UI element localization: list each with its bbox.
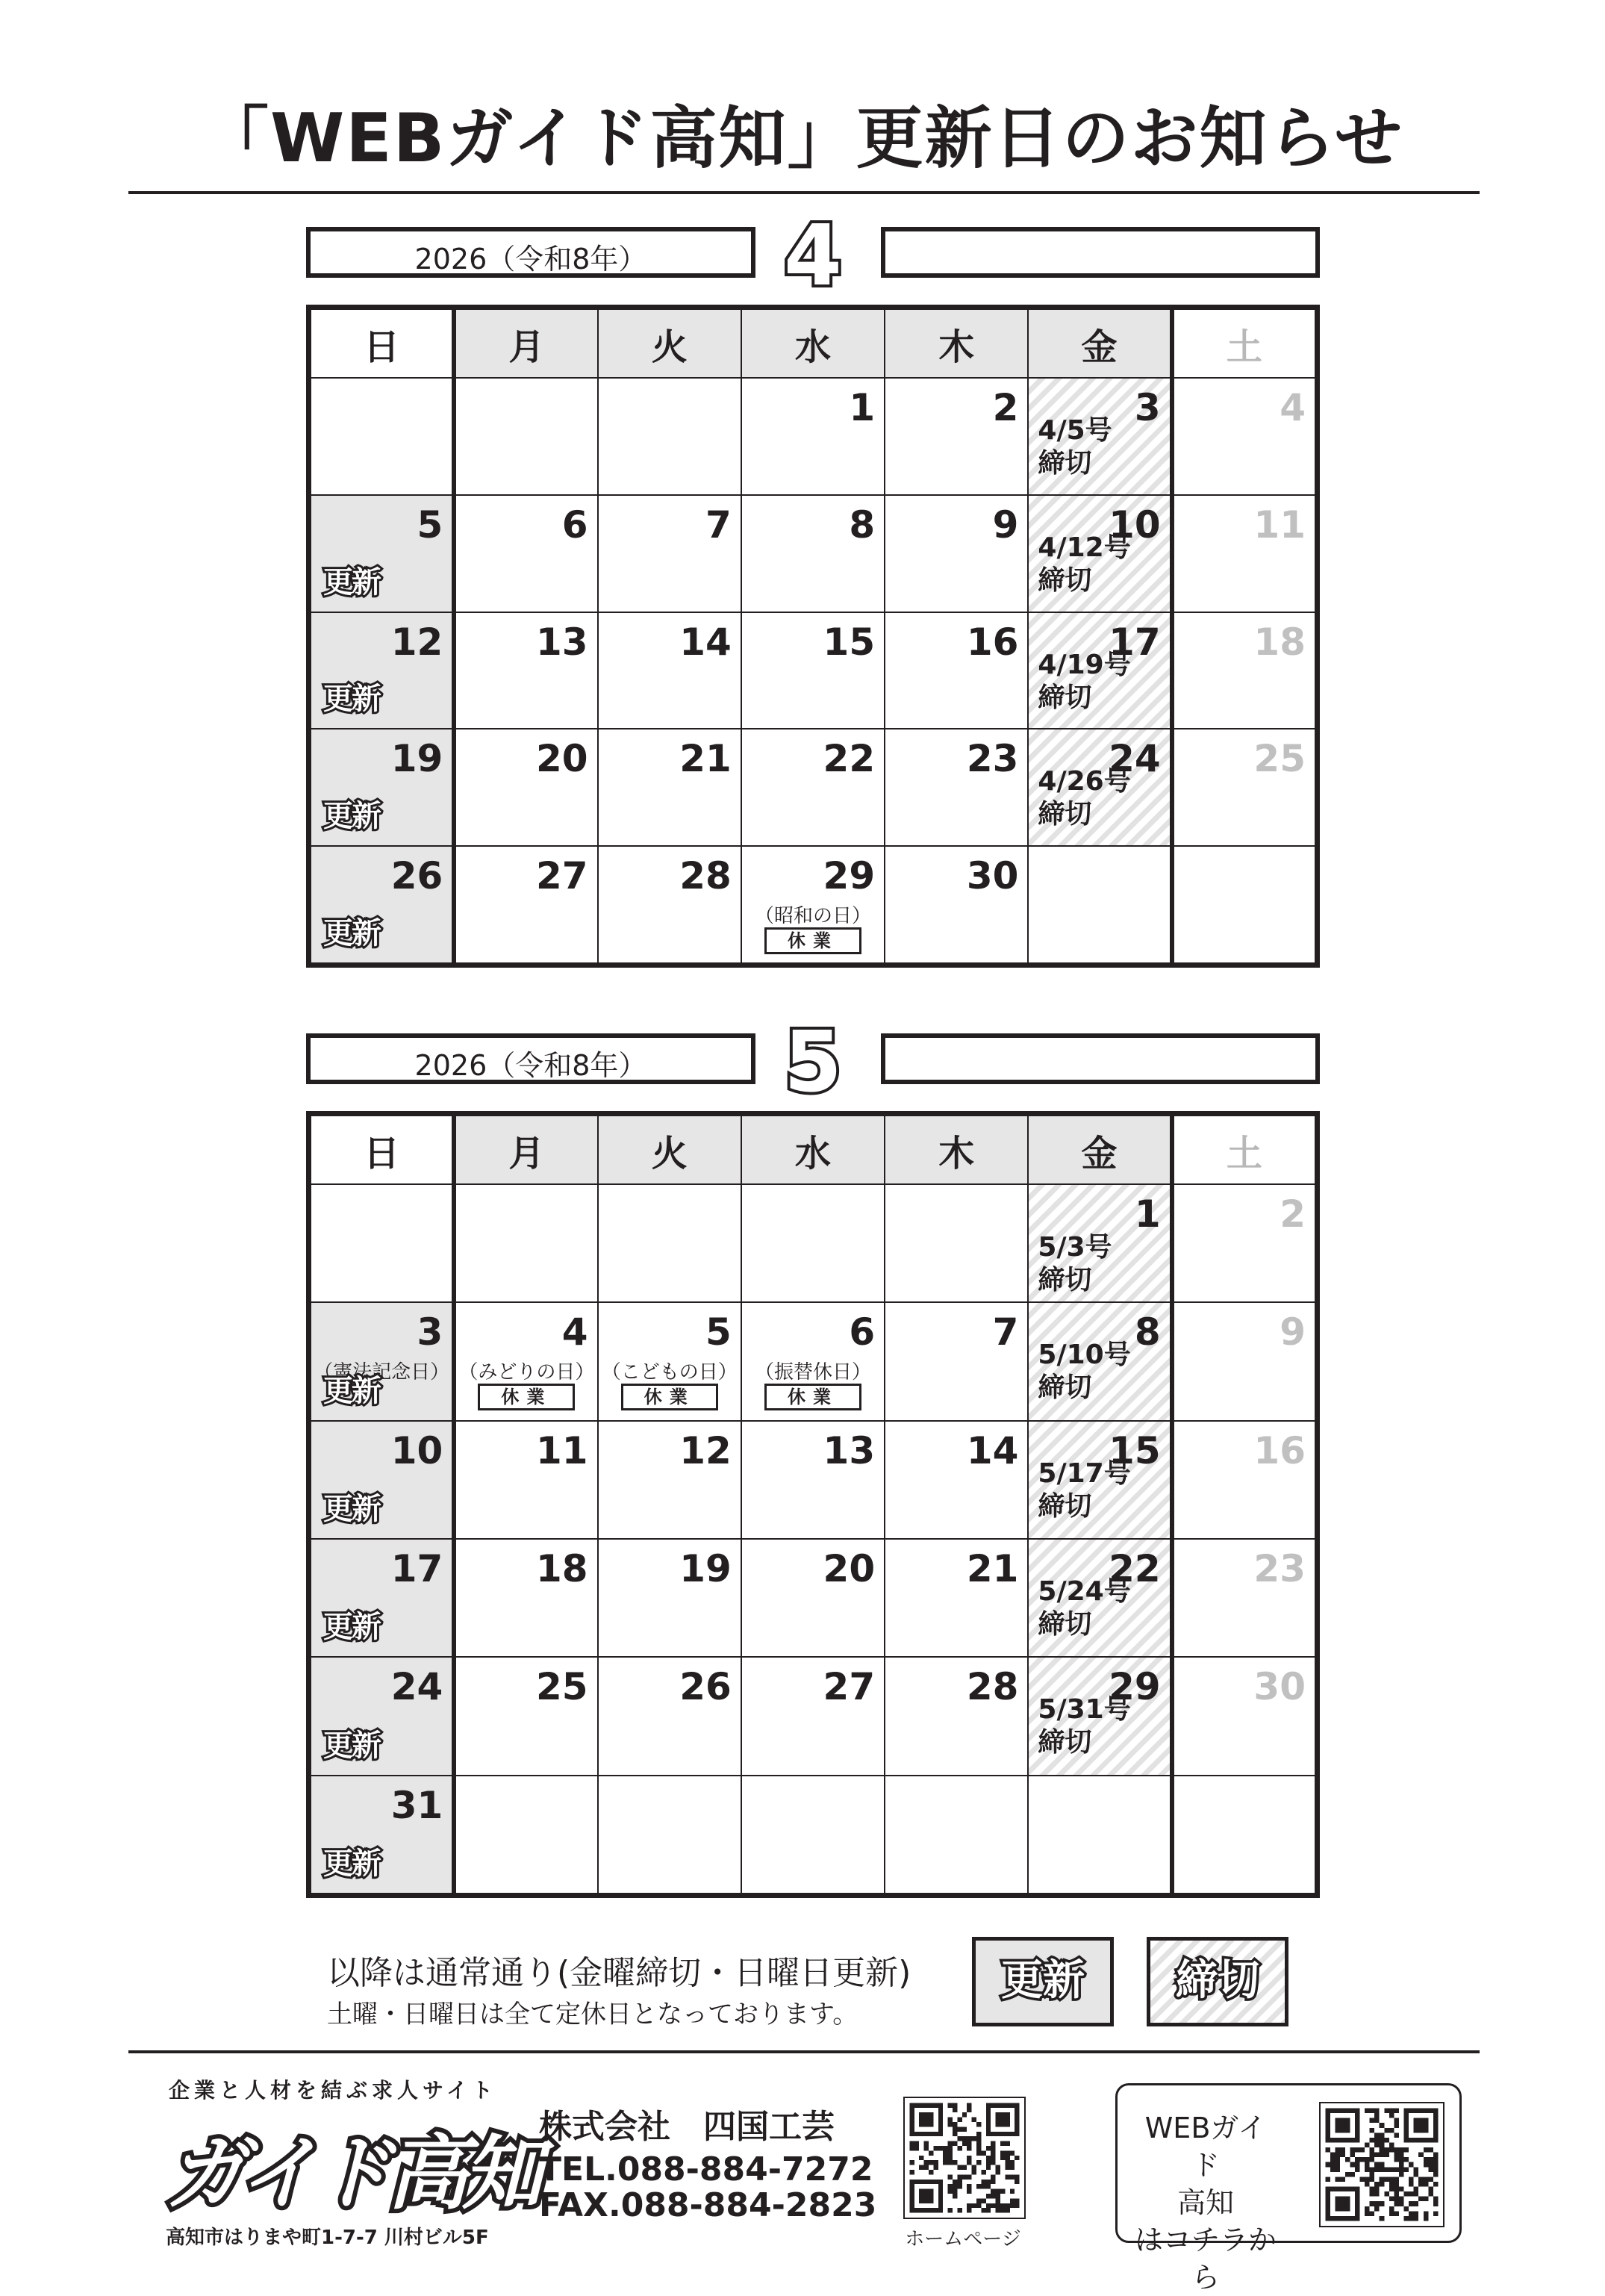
day-number: 26 [679,1665,732,1709]
day-cell [741,846,885,963]
day-cell [741,1657,885,1775]
day-cell [598,612,741,729]
day-cell [311,495,454,612]
day-cell [1172,1539,1315,1657]
day-cell [598,1776,741,1894]
day-number: 15 [1109,1428,1161,1472]
day-number: 10 [390,1428,443,1472]
issue-label: 4/19号 [1038,649,1131,680]
day-number: 24 [390,1665,443,1709]
day-number: 21 [966,1546,1019,1590]
day-number: 20 [535,737,588,781]
deadline-label: 締切 [1038,1265,1092,1295]
day-cell [454,846,597,963]
day-cell [1028,1657,1171,1775]
day-cell [741,1184,885,1302]
day-cell [311,729,454,846]
issue-label: 4/26号 [1038,766,1131,797]
web-line-3: はコチラから [1134,2224,1277,2294]
day-cell [1028,378,1171,495]
day-cell [311,846,454,963]
day-cell [454,1776,597,1894]
fax-number: FAX.088-884-2823 [539,2186,877,2224]
day-cell [885,846,1028,963]
day-number: 3 [417,1310,443,1354]
day-number: 2 [992,386,1019,429]
day-number: 26 [390,854,443,898]
day-cell [1172,1776,1315,1894]
may-header [306,1014,1320,1111]
closed-badge: 休業 [621,1384,718,1410]
day-number: 29 [823,854,876,898]
holiday-name: （憲法記念日） [314,1361,450,1384]
day-cell [885,495,1028,612]
day-cell [741,1776,885,1894]
update-label: 更新 [323,564,380,600]
weekday-header: 月 [454,1116,597,1184]
day-number: 3 [1134,386,1161,429]
day-cell [885,1421,1028,1539]
day-cell [598,495,741,612]
day-cell [1172,495,1315,612]
day-cell [1172,378,1315,495]
day-number: 30 [966,854,1019,898]
weekday-header: 土 [1172,1116,1315,1184]
note-regular: 以降は通常通り(金曜締切・日曜日更新) [327,1954,911,1992]
deadline-label: 締切 [1038,682,1092,713]
day-cell [1172,1302,1315,1420]
weekday-header: 月 [454,309,597,378]
day-cell [454,729,597,846]
day-cell [885,612,1028,729]
day-number: 8 [1134,1310,1161,1354]
day-cell [741,1421,885,1539]
deadline-note [1038,1693,1130,1759]
day-number: 4 [561,1310,588,1354]
weekday-header: 土 [1172,309,1315,378]
deadline-label: 締切 [1038,1490,1092,1522]
note-closed-days: 土曜・日曜日は全て定休日となっております。 [327,2000,858,2029]
day-number: 23 [1253,1546,1306,1590]
day-number: 19 [679,1546,732,1590]
april-calendar [306,305,1320,968]
day-cell [311,1184,454,1302]
guide-kochi-logo [166,2104,537,2221]
issue-label: 4/12号 [1038,532,1131,563]
day-cell [454,1421,597,1539]
day-cell [598,1657,741,1775]
day-cell [741,612,885,729]
day-cell [311,1302,454,1420]
update-label: 更新 [323,916,380,951]
day-cell [454,1184,597,1302]
day-cell [598,1539,741,1657]
holiday-name: （こどもの日） [601,1361,738,1384]
day-number: 9 [1280,1310,1306,1354]
day-number: 12 [390,620,443,664]
deadline-note [1038,1339,1130,1404]
day-number: 1 [1134,1192,1161,1236]
web-guide-box[interactable] [1115,2083,1462,2294]
bottom-divider [128,2050,1480,2053]
holiday-name: （みどりの日） [458,1361,595,1384]
day-cell [1172,612,1315,729]
day-number: 1 [849,386,876,429]
page-title: 「WEBガイド高知」更新日のお知らせ [202,99,1403,178]
day-cell [454,378,597,495]
weekday-header: 木 [885,1116,1028,1184]
day-number: 19 [390,737,443,781]
day-number: 7 [705,503,732,547]
weekday-header: 水 [741,309,885,378]
day-cell [885,1539,1028,1657]
day-number: 28 [679,854,732,898]
day-number: 9 [992,503,1019,547]
year-label: 2026（令和8年） [414,1049,647,1082]
day-cell [311,612,454,729]
day-cell [598,1421,741,1539]
day-cell [741,729,885,846]
update-label: 更新 [323,1610,380,1645]
day-cell [1172,846,1315,963]
day-cell [1028,1421,1171,1539]
day-number: 27 [535,854,588,898]
homepage-qr-icon[interactable] [903,2097,1026,2219]
day-cell [1028,1776,1171,1894]
day-cell [885,1302,1028,1420]
day-number: 30 [1253,1665,1306,1709]
day-cell [1028,846,1171,963]
day-number: 13 [535,620,588,664]
day-number: 29 [1109,1665,1161,1709]
deadline-label: 締切 [1038,1727,1092,1758]
day-number: 10 [1109,503,1161,547]
day-number: 14 [966,1428,1019,1472]
day-cell [1172,1421,1315,1539]
day-number: 23 [966,737,1019,781]
year-label: 2026（令和8年） [414,243,647,276]
header-bar [881,1033,1320,1084]
top-divider [128,191,1480,194]
day-number: 8 [849,503,876,547]
day-cell [454,1302,597,1420]
deadline-note [1038,1457,1130,1523]
issue-label: 5/10号 [1038,1340,1131,1371]
day-cell [1028,1302,1171,1420]
deadline-label: 締切 [1038,799,1092,830]
web-line-1: WEBガイド [1144,2112,1267,2182]
web-guide-qr-icon[interactable] [1319,2102,1444,2227]
day-cell [1028,612,1171,729]
day-cell [1172,1184,1315,1302]
april-header [306,208,1320,305]
day-number: 18 [1253,620,1306,664]
deadline-note [1038,414,1112,480]
update-label: 更新 [323,1373,380,1408]
day-number: 22 [823,737,876,781]
day-number: 2 [1280,1192,1306,1236]
day-cell [454,1657,597,1775]
day-number: 27 [823,1665,876,1709]
day-cell [1172,1657,1315,1775]
day-number: 15 [823,620,876,664]
day-cell [885,378,1028,495]
deadline-label: 締切 [1038,1372,1092,1404]
day-number: 17 [390,1546,443,1590]
deadline-note [1038,765,1130,831]
tagline: 企業と人材を結ぶ求人サイト [169,2078,498,2103]
day-cell [311,1657,454,1775]
day-cell [885,1776,1028,1894]
day-cell [311,1421,454,1539]
day-cell [598,1184,741,1302]
update-label: 更新 [323,1491,380,1526]
day-number: 20 [823,1546,876,1590]
deadline-note [1038,1231,1112,1297]
header-bar [881,227,1320,278]
day-cell [885,1657,1028,1775]
day-cell [885,729,1028,846]
day-number: 5 [705,1310,732,1354]
day-number: 6 [561,503,588,547]
day-cell [598,846,741,963]
day-cell [454,495,597,612]
deadline-note [1038,1575,1130,1641]
issue-label: 5/31号 [1038,1694,1131,1726]
day-cell [598,378,741,495]
day-number: 25 [1253,737,1306,781]
weekday-header: 火 [598,1116,741,1184]
day-cell [1028,1539,1171,1657]
web-guide-text [1131,2109,1280,2296]
holiday-name: （昭和の日） [754,905,871,928]
day-cell [1028,1184,1171,1302]
day-cell [741,495,885,612]
day-cell [1172,729,1315,846]
day-cell [741,1539,885,1657]
closed-badge: 休業 [478,1384,575,1410]
weekday-header: 火 [598,309,741,378]
day-cell [741,1302,885,1420]
holiday-name: （振替休日） [754,1361,871,1384]
issue-label: 5/3号 [1038,1232,1112,1263]
day-number: 16 [1253,1428,1306,1472]
deadline-label: 締切 [1038,448,1092,479]
deadline-note [1038,532,1130,597]
legend-deadline: 締切 [1147,1937,1288,2026]
legend-update: 更新 [972,1937,1114,2026]
web-line-2: 高知 [1177,2186,1234,2219]
day-number: 28 [966,1665,1019,1709]
weekday-header: 木 [885,309,1028,378]
day-number: 11 [1253,503,1306,547]
weekday-header: 日 [311,309,454,378]
homepage-caption: ホームページ [905,2228,1021,2250]
day-number: 18 [535,1546,588,1590]
day-cell [311,1776,454,1894]
day-number: 7 [992,1310,1019,1354]
update-label: 更新 [323,1847,380,1881]
weekday-header: 日 [311,1116,454,1184]
weekday-header: 金 [1028,1116,1171,1184]
day-cell [454,612,597,729]
day-cell [311,378,454,495]
day-cell [598,1302,741,1420]
day-number: 12 [679,1428,732,1472]
issue-label: 4/5号 [1038,415,1112,446]
weekday-header: 金 [1028,309,1171,378]
day-number: 16 [966,620,1019,664]
day-number: 24 [1109,737,1161,781]
day-cell [741,378,885,495]
month-number: 5 [784,1014,842,1111]
company-name: 株式会社 四国工芸 [539,2108,835,2146]
issue-label: 5/24号 [1038,1575,1131,1607]
issue-label: 5/17号 [1038,1457,1131,1489]
deadline-label: 締切 [1038,564,1092,596]
day-number: 17 [1109,620,1161,664]
day-cell [885,1184,1028,1302]
month-number: 4 [784,208,842,305]
day-number: 13 [823,1428,876,1472]
deadline-note [1038,649,1130,715]
may-calendar [306,1111,1320,1898]
day-cell [598,729,741,846]
day-number: 14 [679,620,732,664]
day-number: 5 [417,503,443,547]
day-number: 25 [535,1665,588,1709]
day-number: 6 [849,1310,876,1354]
update-label: 更新 [323,1728,380,1763]
weekday-header: 水 [741,1116,885,1184]
day-number: 4 [1280,386,1306,429]
closed-badge: 休業 [764,1384,861,1410]
phone-number: TEL.088-884-7272 [539,2150,873,2188]
address: 高知市はりまや町1-7-7 川村ビル5F [166,2227,489,2249]
day-cell [454,1539,597,1657]
deadline-label: 締切 [1038,1608,1092,1640]
day-cell [311,1539,454,1657]
update-label: 更新 [323,799,380,834]
day-number: 22 [1109,1546,1161,1590]
day-number: 31 [390,1783,443,1827]
day-number: 11 [535,1428,588,1472]
day-cell [1028,495,1171,612]
update-label: 更新 [323,682,380,717]
closed-badge: 休業 [764,927,861,954]
day-cell [1028,729,1171,846]
logo-text: ガイド高知 [166,2127,537,2221]
day-number: 21 [679,737,732,781]
